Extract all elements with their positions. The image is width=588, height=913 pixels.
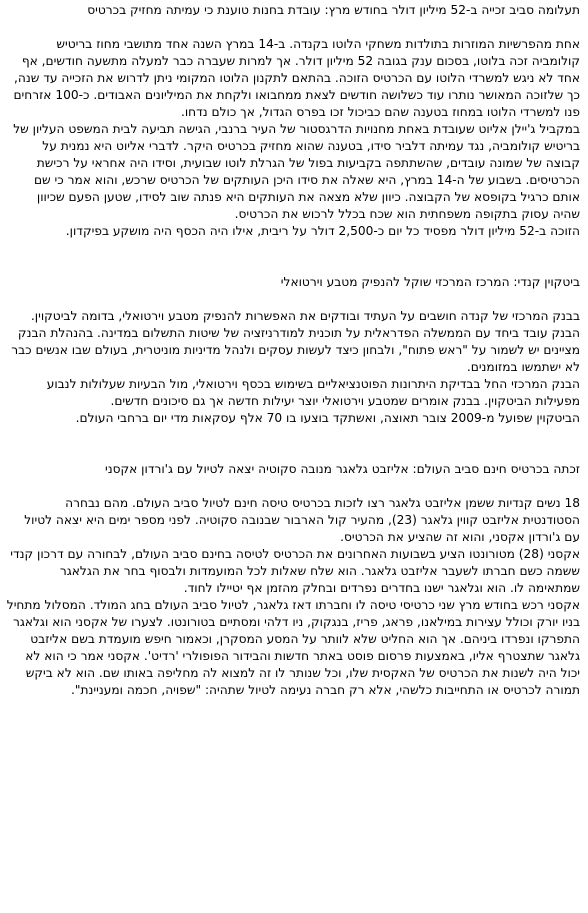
article-paragraph: 18 נשים קנדיות ששמן אליזבט גלאגר רצו לזכות בכרטיס טיסה חינם לטיול סביב העולם. מהם נבחרה הסטודנטית אליזבט קווין גלאגר (23), מהעיר קול הארבור שבנובה סקוטיה. לפני מספר ימים היא יצאה לטיול עם ג'ורדון אקסני, והוא זה שהציע את הכרטיס. <box>24 496 580 544</box>
spacer <box>6 427 580 461</box>
article-paragraph: הביטקוין שפועל מ-2009 צובר תאוצה, ואשתקד בוצעו בו 70 אלף עסקאות מדי יום ברחבי העולם. <box>75 411 580 425</box>
article-title: תעלומה סביב זכייה ב-52 מיליון דולר בחודש מרץ: עובדת בחנות טוענת כי עמיתה מחזיק בכרטיס <box>87 3 580 17</box>
article-title: ביטקוין קנדי: המרכז המרכזי שוקל להנפיק מטבע וירטואלי <box>280 275 580 289</box>
article-paragraph: אחת מהפרשיות המוזרות בתולדות משחקי הלוטו בקנדה. ב-14 במרץ השנה אחד מתושבי מחוז בריטיש קולומביה זכה בלוטו, בסכום ענק בגובה 52 מיליון דולר. אך למרות שעברה כבר למעלה מתשעה חודשים, אף אחד לא ניגש למשרדי הלוטו עם הכרטיס הזוכה. בהתאם לתקנון הלוטו המקומי ניתן לדרוש את הזכייה עד שנה, כך שלזוכה המאושר נותרו עוד כשלושה חודשים לצאת ממחבואו ולקחת את המיליונים האבודים. כ-100 אזרחים פנו למשרדי הלוטו במחוז בטענה שהם כביכול זכו בפרס הגדול, אך כולם נדחו. <box>13 37 580 119</box>
article-paragraph: בבנק המרכזי של קנדה חושבים על העתיד ובודקים את האפשרות להנפיק מטבע וירטואלי, בדומה לביטקוין. הבנק עובד ביחד עם הממשלה הפדראלית על תוכנית למודרניזציה של שיטות התשלום במדינה. בהנהלת הבנק מציינים יש לשמור על "ראש פתוח", ולבחון כיצד לעשות עסקים ולנהל מדיניות מוניטרית, בעולם שבו אנשים כבר לא ישתמשו במזומנים. <box>11 309 580 374</box>
article-world-trip <box>6 461 580 699</box>
article-paragraph: הבנק המרכזי החל בבדיקת היתרונות הפוטנציאליים בשימוש בכסף וירטואלי, מול הבעיות שעלולות לנבוע מפעילות הביטקוין. בבנק אומרים שמטבע וירטואלי יוצר יעילות חדשה אך גם סיכונים חדשים. <box>46 377 580 408</box>
spacer <box>6 19 580 36</box>
article-paragraph: אקסני רכש בחודש מרץ שני כרטיסי טיסה לו וחברתו דאז גלאגר, לטיול סביב העולם בחג המולד. המסלול מתחיל בניו יורק וכולל עצירות במילאנו, פראג, פריז, בנגקוק, ניו דלהי ומסתיים בטורונטו. לצערו של אקסני הוא וגלאגר התפרקו ונפרדו ביניהם. אך הוא החליט שלא לוותר על המסע המסקרן, וכאמור חיפש מועמדת בשם אליזבט גלאגר שתצטרף אליו, באמצעות פרסום פוסט באתר חדשות והבידור הפופולרי 'רדיט'. אקסני אמר כי הוא לא יכול היה לשנות את הכרטיס של האקסית שלו, וכל שנותר לו זה למצוא לה מחליפה באותו שם. הוא לא ביקש תמורה לכרטיס או התחייבות כלשהי, אלא רק חברה נעימה לטיול שתהיה: "שפויה, חכמה ומעניינת". <box>6 598 580 697</box>
article-paragraph: אקסני (28) מטורונטו הציע בשבועות האחרונים את הכרטיס לטיסה בחינם סביב העולם, לבחורה עם דרכון קנדי ששמה כשם חברתו לשעבר אליזבט גלאגר. הוא שלח שאלות לכל המועמדות ולבסוף בחר את הגלאגר שמתאימה לו. הוא וגלאגר ישנו בחדרים נפרדים ובחלק מהזמן אף יטיילו לחוד. <box>10 547 580 595</box>
article-paragraph: הזוכה ב-52 מיליון דולר מפסיד כל יום כ-2,500 דולר על ריבית, אילו היה הכסף היה מושקע בפיקדון. <box>65 224 580 238</box>
spacer <box>6 240 580 274</box>
article-paragraph: במקביל ג'יילן אליוט שעובדת באחת מחנויות הדרגסטור של העיר ברנבי, הגישה תביעה לבית המשפט העליון של בריטיש קולומביה, נגד עמיתה דלביר סידו, בטענה שהוא מחזיק בכרטיס היקר. לדברי אליוט היא נמנית על קבוצה של שמונה עובדים, שהשתתפה בקביעות בפול של הגרלת לוטו שבועית, וסידו היה אחראי על רכישת הכרטיסים. בשבוע של ה-14 במרץ, היא שאלה את סידו היכן העותקים של הכרטיס שרכש, והוא אמר כי שם אותם כרגיל בקופסא של הקבוצה. כיוון שלא מצאה את העותקים היא פנתה שוב לסידו, שטען הפעם שכיוון שהיה עסוק בתקופה משפחתית הוא שכח בכלל לרכוש את הכרטיס. <box>13 122 580 221</box>
article-bitcoin <box>6 274 580 427</box>
spacer <box>6 478 580 495</box>
article-lottery <box>6 2 580 240</box>
article-title: זכתה בכרטיס חינם סביב העולם: אליזבט גלאגר מנובה סקוטיה יצאה לטיול עם ג'ורדון אקסני <box>105 462 580 476</box>
spacer <box>6 291 580 308</box>
